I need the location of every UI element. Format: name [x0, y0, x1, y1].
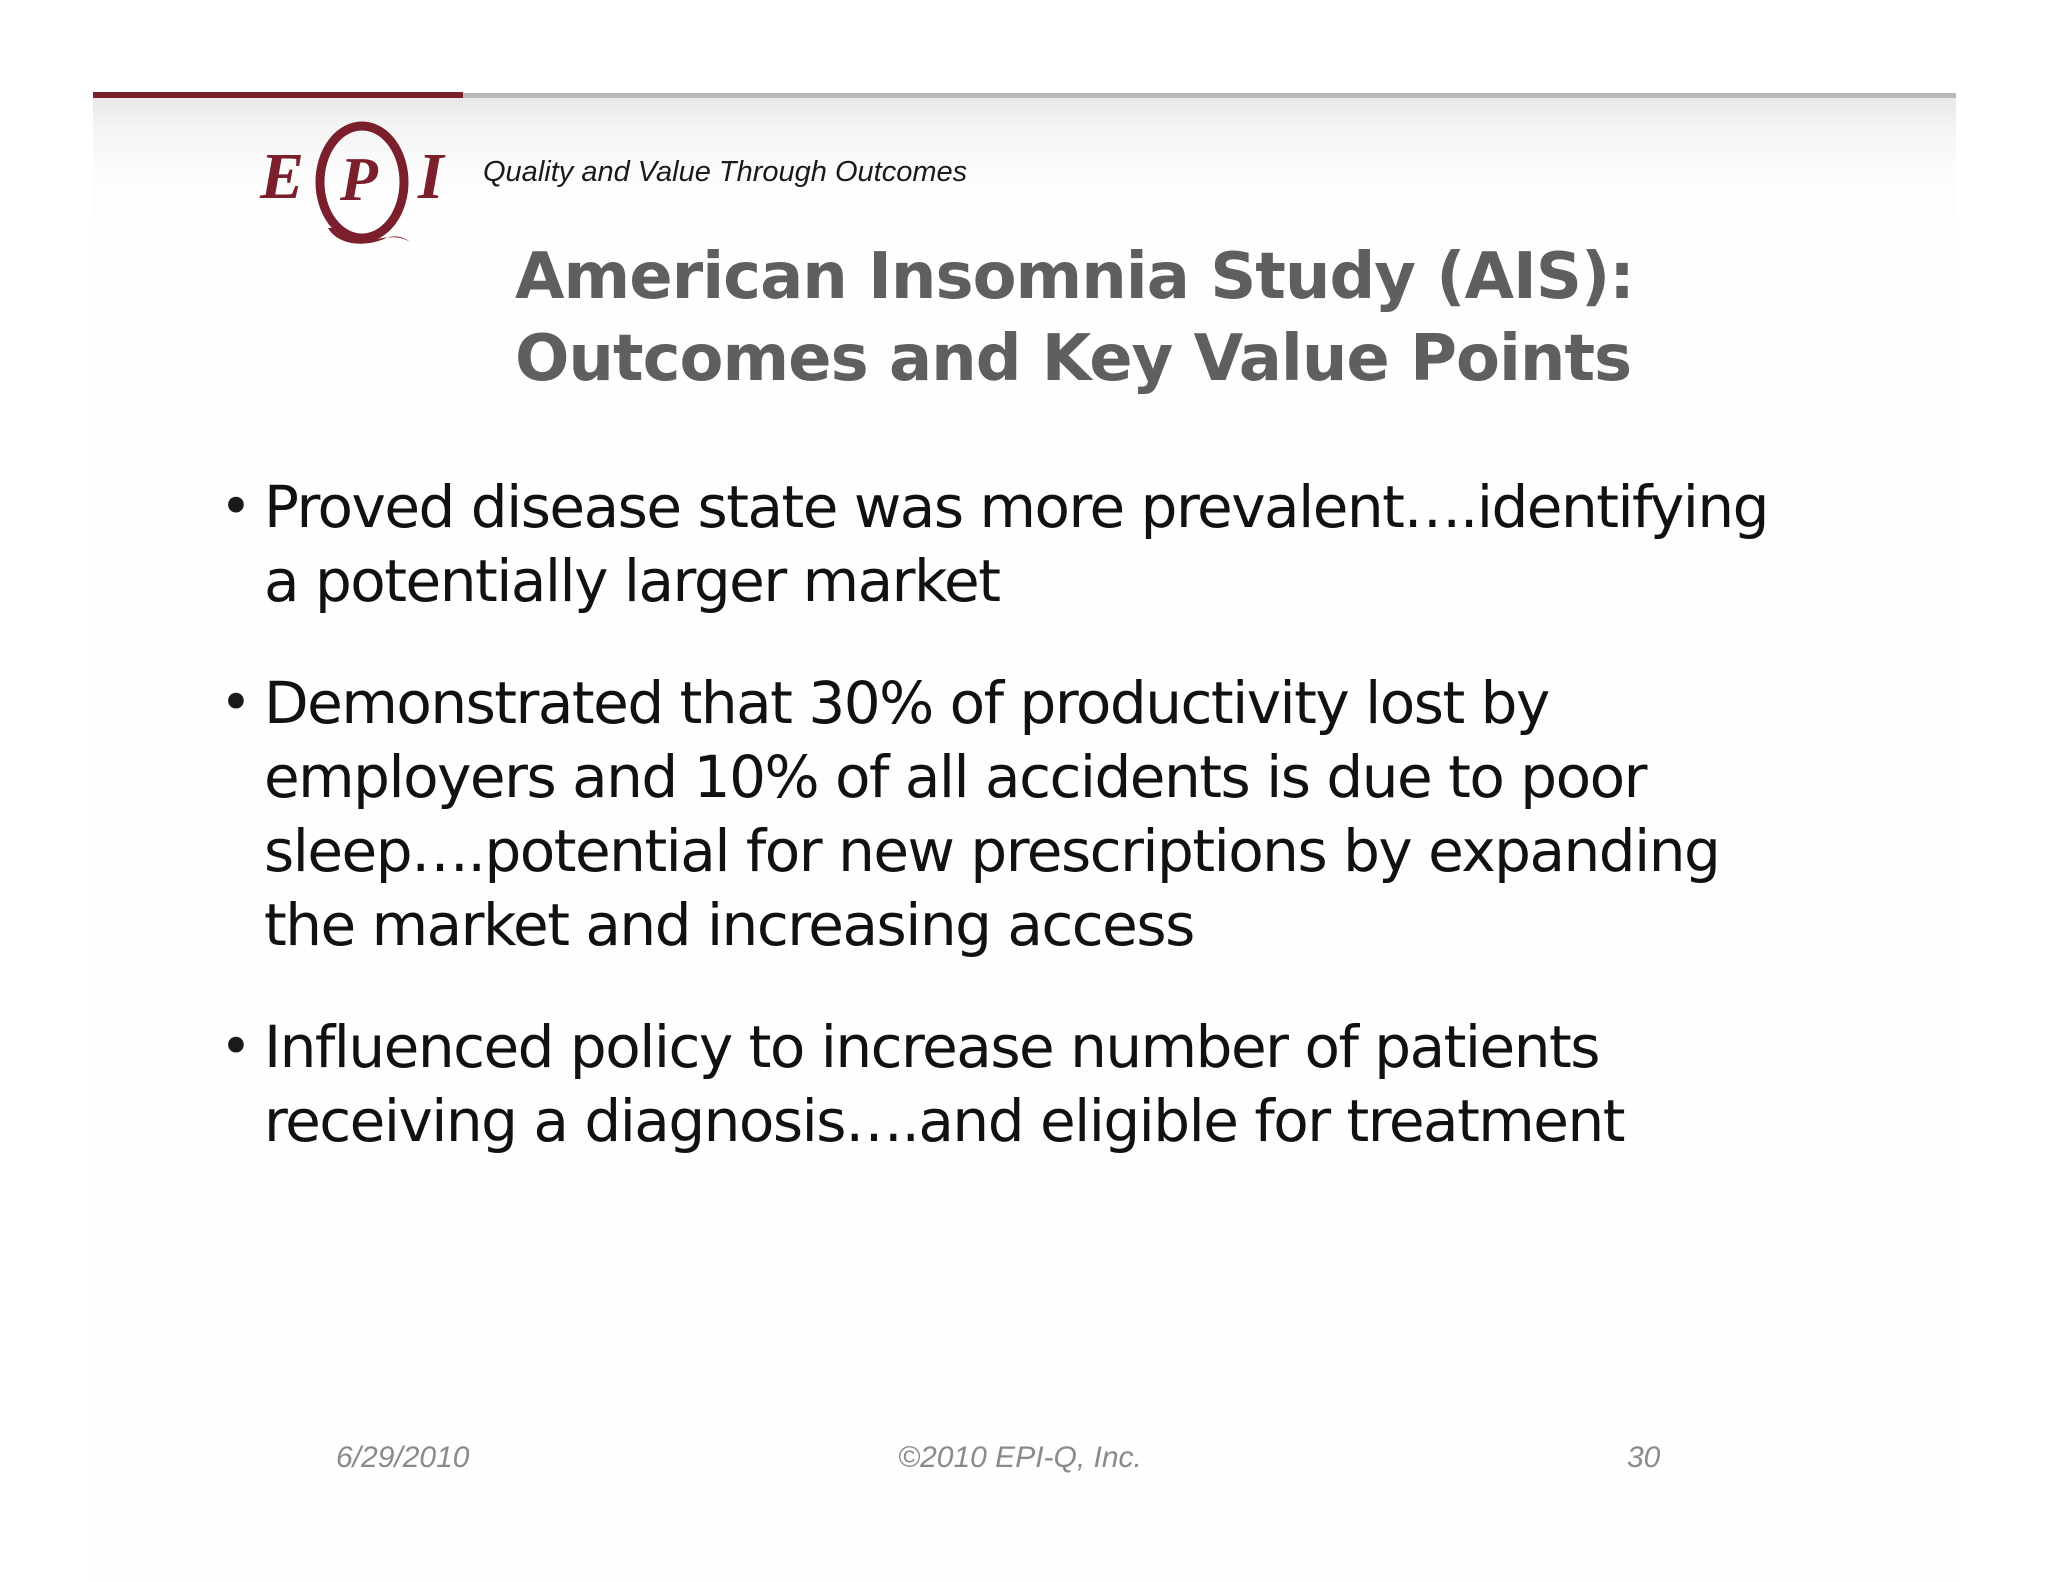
logo-letter-e: E [260, 140, 305, 213]
bullet-line: Influenced policy to increase number of patients [264, 1013, 1599, 1081]
bullet-line: Proved disease state was more prevalent….identifying [264, 473, 1768, 541]
logo-letter-i: I [418, 140, 444, 213]
bullet-list [210, 470, 1850, 1206]
bullet-marker: • [220, 671, 252, 734]
header-accent-rule [93, 92, 463, 98]
bullet-item [210, 666, 1850, 962]
bullet-line: receiving a diagnosis….and eligible for treatment [264, 1087, 1624, 1155]
bullet-line: employers and 10% of all accidents is due to poor [264, 743, 1646, 811]
slide-title-line-1: American Insomnia Study (AIS): [515, 240, 1634, 314]
slide-title [515, 236, 1715, 400]
bullet-marker: • [220, 475, 252, 538]
footer-date: 6/29/2010 [336, 1441, 470, 1474]
bullet-line: sleep….potential for new prescriptions by expanding [264, 817, 1720, 885]
bullet-text [264, 1010, 1850, 1158]
bullet-text [264, 470, 1850, 618]
footer-page-number: 30 [1627, 1441, 1661, 1474]
bullet-line: a potentially larger market [264, 547, 1000, 615]
bullet-line: Demonstrated that 30% of productivity lost by [264, 669, 1549, 737]
bullet-text [264, 666, 1850, 962]
logo-letter-p: P [340, 146, 378, 214]
epiq-logo [258, 110, 468, 250]
footer-copyright: ©2010 EPI-Q, Inc. [898, 1441, 1142, 1474]
bullet-marker: • [220, 1015, 252, 1078]
slide-title-line-2: Outcomes and Key Value Points [515, 322, 1632, 396]
tagline: Quality and Value Through Outcomes [483, 156, 968, 188]
bullet-item [210, 1010, 1850, 1158]
bullet-line: the market and increasing access [264, 891, 1194, 959]
bullet-item [210, 470, 1850, 618]
header-rule [463, 93, 1956, 98]
